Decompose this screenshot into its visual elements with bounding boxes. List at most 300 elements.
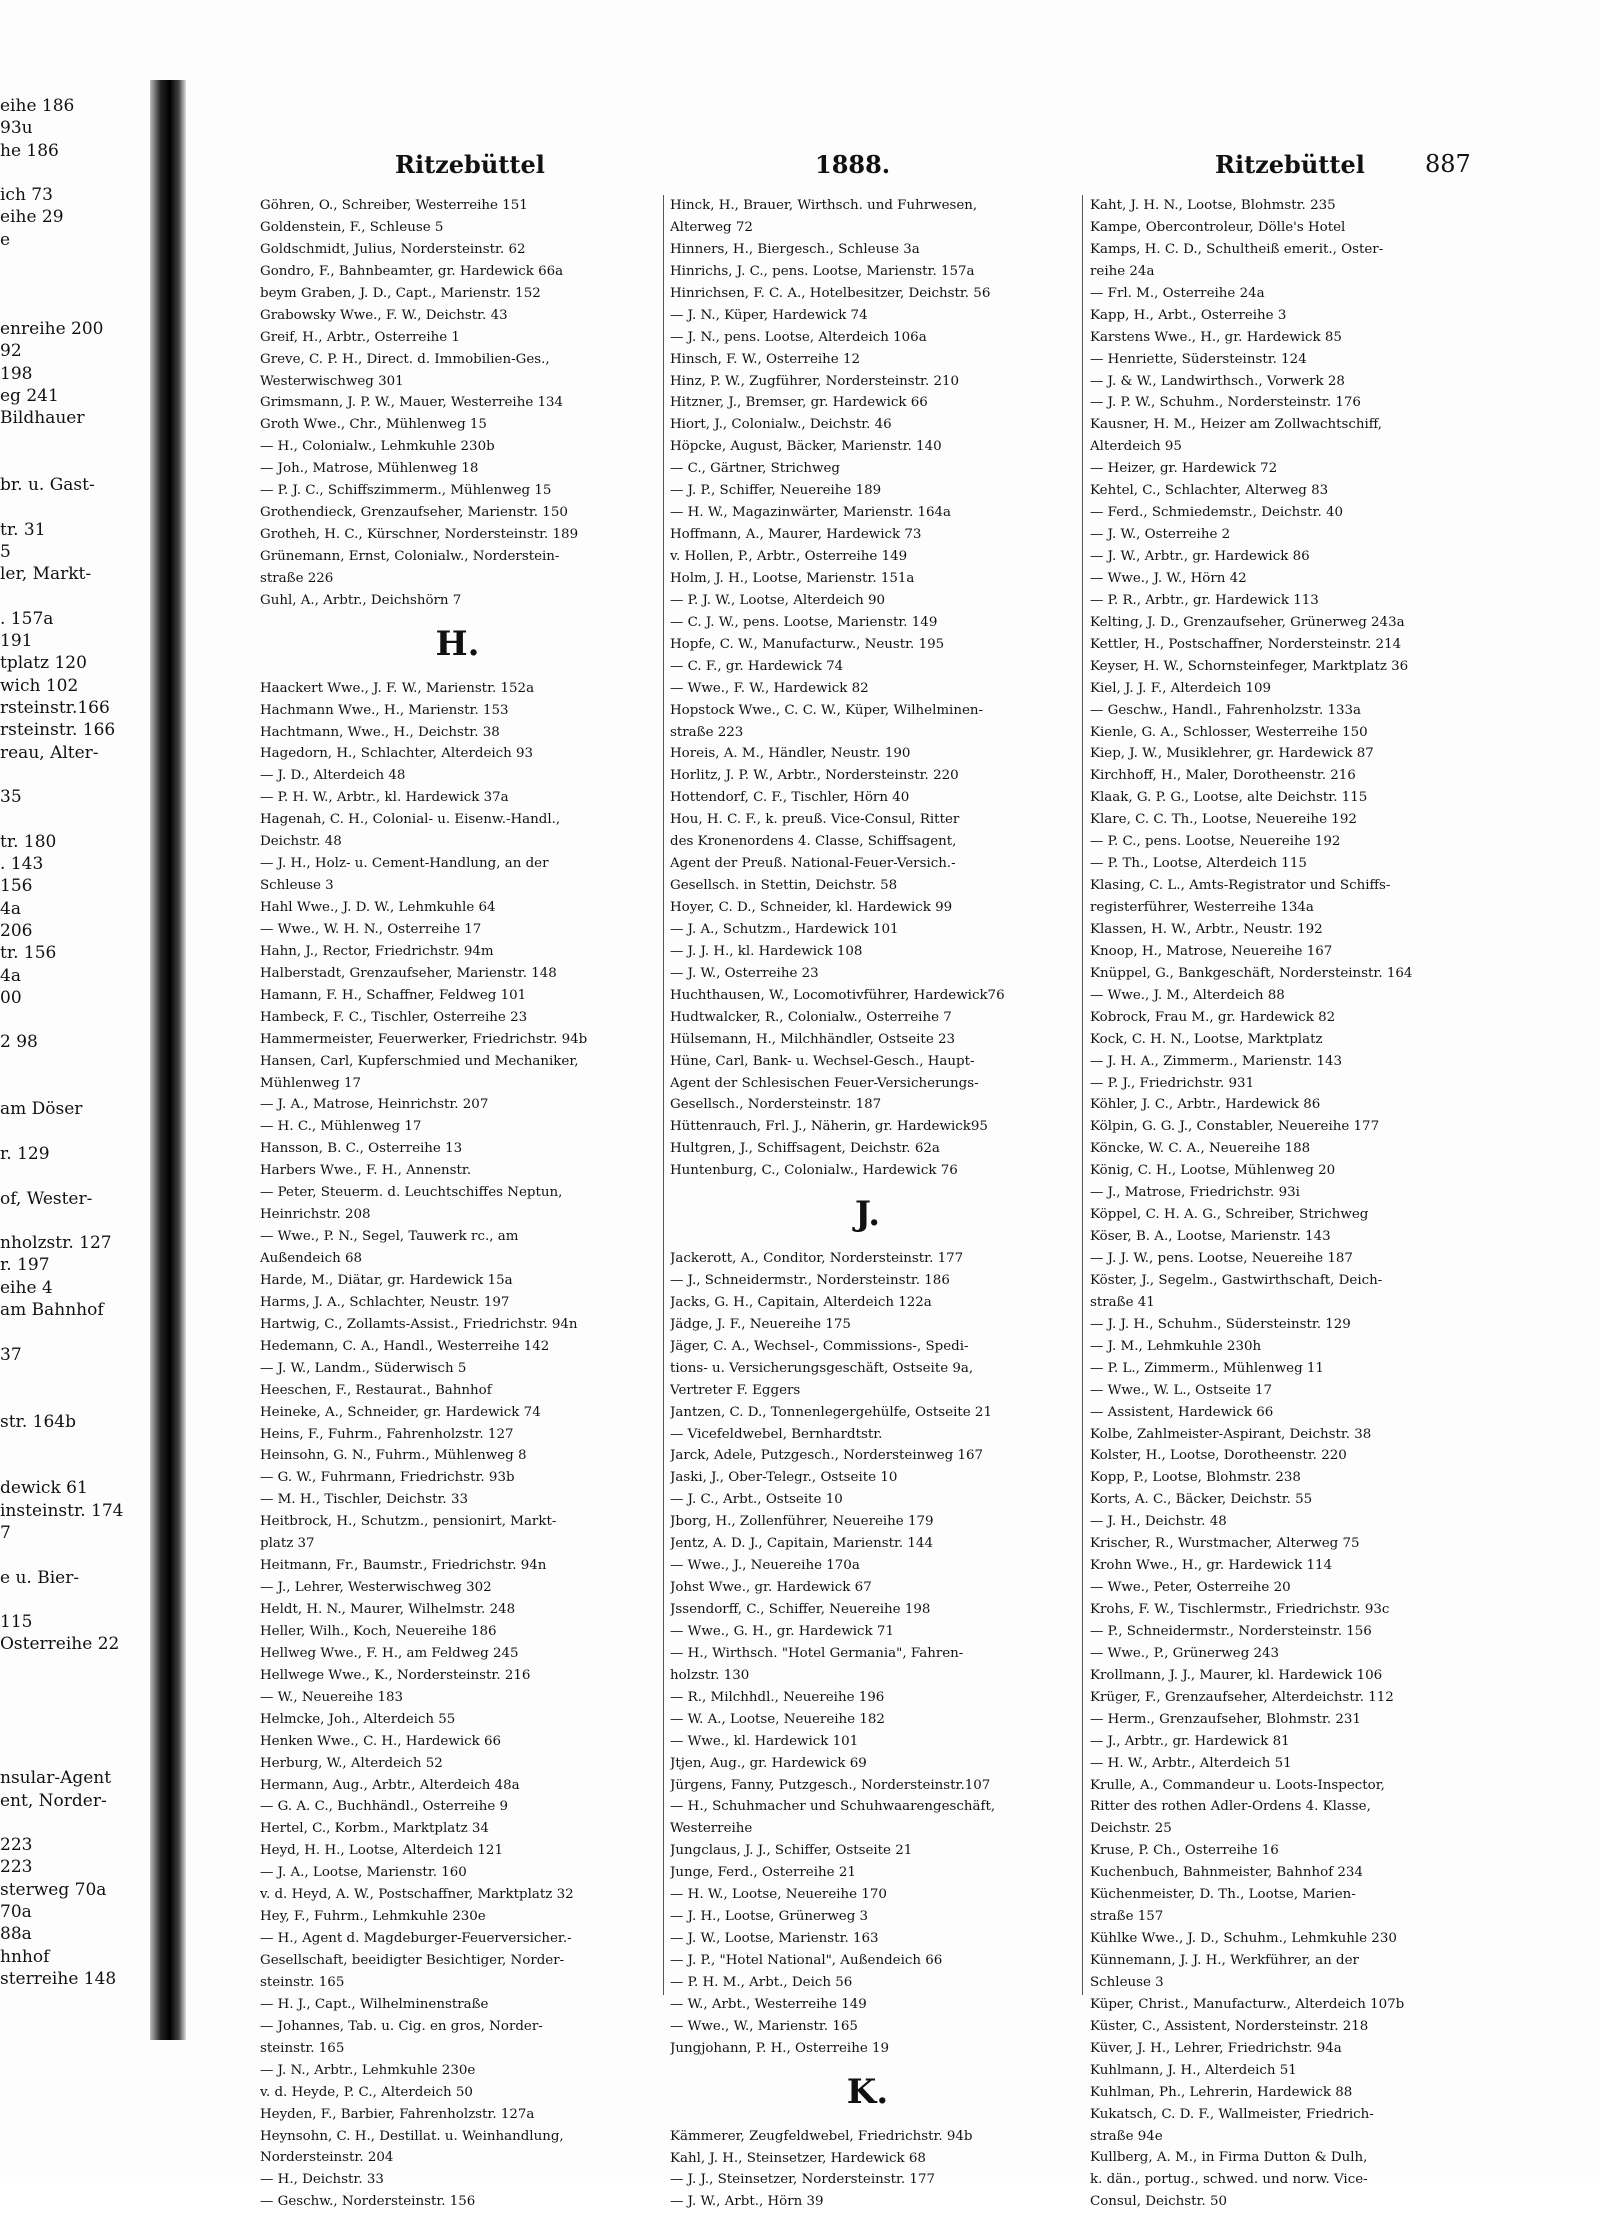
directory-entry: Deichstr. 25 [1090,1821,1172,1837]
directory-entry: — J. J., Steinsetzer, Nordersteinstr. 177 [670,2172,935,2188]
directory-entry: Kamps, H. C. D., Schultheiß emerit., Oster- [1090,241,1384,257]
fragment-line: am Bahnhof [0,1300,104,1321]
directory-entry: steinstr. 165 [260,1974,345,1990]
directory-entry: straße 223 [670,724,744,740]
directory-entry: — J., Matrose, Friedrichstr. 93i [1090,1185,1300,1201]
directory-entry: — J. A., Schutzm., Hardewick 101 [670,921,899,937]
fragment-line: ich 73 [0,185,53,206]
fragment-line: eg 241 [0,385,59,406]
directory-entry: — H., Agent d. Magdeburger-Feuerversicher.- [260,1931,572,1947]
directory-entry: — P. J. W., Lootse, Alterdeich 90 [670,592,886,608]
directory-entry: — H., Colonialw., Lehmkuhle 230b [260,439,495,455]
directory-entry: — J., Arbtr., gr. Hardewick 81 [1090,1733,1290,1749]
fragment-line: str. 164b [0,1411,76,1432]
directory-entry: — P. Th., Lootse, Alterdeich 115 [1090,856,1307,872]
directory-entry: Consul, Deichstr. 50 [1090,2194,1228,2210]
directory-entry: Hansen, Carl, Kupferschmied und Mechaniker, [260,1053,579,1069]
directory-entry: Heyd, H. H., Lootse, Alterdeich 121 [260,1843,503,1859]
fragment-line [0,496,152,518]
fragment-line: eihe 4 [0,1277,53,1298]
fragment-line: 4a [0,965,21,986]
directory-entry: Köncke, W. C. A., Neuereihe 188 [1090,1141,1311,1157]
fragment-line: ent, Norder- [0,1790,107,1811]
directory-entry: Hudtwalcker, R., Colonialw., Osterreihe 7 [670,1009,952,1025]
directory-entry: Jentz, A. D. J., Capitain, Marienstr. 144 [670,1536,933,1552]
directory-entry: platz 37 [260,1536,315,1552]
directory-entry: Kobrock, Frau M., gr. Hardewick 82 [1090,1009,1336,1025]
directory-entry: Köhler, J. C., Arbtr., Hardewick 86 [1090,1097,1321,1113]
directory-entry: — J. C., Arbt., Ostseite 10 [670,1492,843,1508]
fragment-line [0,251,152,273]
directory-entry: Knüppel, G., Bankgeschäft, Nordersteinstr. 164 [1090,965,1413,981]
fragment-line: sterreihe 148 [0,1968,117,1989]
directory-entry: Greve, C. P. H., Direct. d. Immobilien-Ges., [260,351,550,367]
fragment-line: 223 [0,1857,33,1878]
directory-entry: Hüttenrauch, Frl. J., Näherin, gr. Hardewick95 [670,1119,988,1135]
directory-entry: Klare, C. C. Th., Lootse, Neuereihe 192 [1090,812,1357,828]
directory-entry: Kuhlmann, J. H., Alterdeich 51 [1090,2062,1297,2078]
running-title-right: Ritzebüttel [1215,150,1365,179]
directory-entry: — J. N., pens. Lootse, Alterdeich 106a [670,329,927,345]
directory-entry: Hedemann, C. A., Handl., Westerreihe 142 [260,1338,550,1354]
directory-entry: Grothendieck, Grenzaufseher, Marienstr. 150 [260,505,568,521]
section-letter: K. [846,2071,889,2112]
directory-entry: Kaht, J. H. N., Lootse, Blohmstr. 235 [1090,198,1336,213]
fragment-line [0,1210,152,1232]
fragment-line: 191 [0,631,33,652]
directory-entry: — H. W., Magazinwärter, Marienstr. 164a [670,505,951,521]
directory-entry: Hagenah, C. H., Colonial- u. Eisenw.-Handl., [260,812,561,828]
directory-entry: reihe 24a [1090,263,1155,279]
directory-entry: Hülsemann, H., Milchhändler, Ostseite 23 [670,1031,956,1047]
fragment-line: 00 [0,987,22,1008]
directory-entry: Heldt, H. N., Maurer, Wilhelmstr. 248 [260,1602,516,1618]
directory-entry: v. Hollen, P., Arbtr., Osterreihe 149 [670,549,908,564]
fragment-line: tr. 156 [0,943,57,964]
directory-entry: Heins, F., Fuhrm., Fahrenholzstr. 127 [260,1426,514,1442]
directory-entry: Klaak, G. P. G., Lootse, alte Deichstr. 115 [1090,790,1368,806]
directory-entry: — Wwe., P., Grünerweg 243 [1090,1645,1280,1661]
directory-entry: — J. P., "Hotel National", Außendeich 66 [670,1953,943,1969]
fragment-line [0,429,152,451]
directory-entry: — J. W., Arbt., Hörn 39 [670,2194,824,2210]
directory-entry: — P. H. W., Arbtr., kl. Hardewick 37a [260,790,509,806]
directory-entry: Korts, A. C., Bäcker, Deichstr. 55 [1090,1492,1313,1508]
directory-entry: Westerreihe [670,1821,753,1837]
directory-entry: Hey, F., Fuhrm., Lehmkuhle 230e [260,1909,486,1925]
directory-entry: Kühlke Wwe., J. D., Schuhm., Lehmkuhle 230 [1090,1931,1397,1947]
fragment-line: 223 [0,1835,33,1856]
directory-entry: Köser, B. A., Lootse, Marienstr. 143 [1090,1229,1331,1245]
directory-entry: Kampe, Obercontroleur, Dölle's Hotel [1090,219,1346,235]
fragment-line [0,1700,152,1722]
directory-entry: Hellweg Wwe., F. H., am Feldweg 245 [260,1645,519,1661]
fragment-line: sterweg 70a [0,1879,107,1900]
fragment-line: tr. 180 [0,831,57,852]
fragment-line: rsteinstr. 166 [0,720,116,741]
directory-entry: Heyden, F., Barbier, Fahrenholzstr. 127a [260,2106,535,2122]
fragment-line: 70a [0,1902,32,1923]
directory-entry: Hammermeister, Feuerwerker, Friedrichstr. 94b [260,1031,588,1047]
directory-entry: v. d. Heyde, P. C., Alterdeich 50 [260,2084,473,2100]
directory-entry: Jackerott, A., Conditor, Nordersteinstr. 177 [670,1251,964,1267]
fragment-line [0,296,152,318]
directory-entry: Junge, Ferd., Osterreihe 21 [670,1865,856,1881]
fragment-line: 5 [0,541,11,562]
directory-entry: Hinrichsen, F. C. A., Hotelbesitzer, Deichstr. 56 [670,285,991,301]
directory-entry: Hüne, Carl, Bank- u. Wechsel-Gesch., Haupt- [670,1053,975,1069]
directory-entry: Jungjohann, P. H., Osterreihe 19 [670,2040,890,2056]
directory-entry: Heeschen, F., Restaurat., Bahnhof [260,1382,492,1398]
directory-column-1 [260,195,655,2210]
directory-entry: Karstens Wwe., H., gr. Hardewick 85 [1090,329,1342,345]
fragment-line: 206 [0,920,33,941]
directory-entry: Guhl, A., Arbtr., Deichshörn 7 [260,592,462,608]
directory-entry: Gesellsch. in Stettin, Deichstr. 58 [670,878,898,894]
directory-entry: — J. H. A., Zimmerm., Marienstr. 143 [1090,1053,1343,1069]
directory-entry: Hahl Wwe., J. D. W., Lehmkuhle 64 [260,900,496,916]
fragment-line: 4a [0,898,21,919]
fragment-line [0,1455,152,1477]
directory-entry: — J. N., Arbtr., Lehmkuhle 230e [260,2062,476,2078]
fragment-line [0,1678,152,1700]
directory-entry: Jaski, J., Ober-Telegr., Ostseite 10 [670,1470,898,1486]
directory-page [260,95,1471,2210]
directory-entry: — J., Lehrer, Westerwischweg 302 [260,1580,492,1596]
fragment-line: tplatz 120 [0,653,87,674]
directory-entry: Küster, C., Assistent, Nordersteinstr. 218 [1090,2018,1369,2034]
directory-entry: — J. & W., Landwirthsch., Vorwerk 28 [1090,373,1345,389]
fragment-line: am Döser [0,1099,83,1120]
directory-entry: Heineke, A., Schneider, gr. Hardewick 74 [260,1404,541,1420]
directory-entry: Köster, J., Segelm., Gastwirthschaft, Deich- [1090,1272,1383,1288]
fragment-line [0,1544,152,1566]
directory-entry: — C., Gärtner, Strichweg [670,461,840,477]
directory-entry: Kettler, H., Postschaffner, Nordersteinstr. 214 [1090,636,1402,652]
directory-entry: — J. P., Schiffer, Neuereihe 189 [670,483,882,499]
directory-entry: Harde, M., Diätar, gr. Hardewick 15a [260,1272,513,1288]
directory-entry: Westerwischweg 301 [260,373,404,389]
fragment-line [0,1121,152,1143]
column-divider [1082,195,1083,1995]
directory-entry: Schleuse 3 [1090,1974,1164,1990]
directory-entry: Kelting, J. D., Grenzaufseher, Grünerweg 243a [1090,614,1405,630]
fragment-line [0,1433,152,1455]
fragment-line: wich 102 [0,675,79,696]
directory-entry: Hiort, J., Colonialw., Deichstr. 46 [670,417,892,433]
directory-entry: — W. A., Lootse, Neuereihe 182 [670,1711,885,1727]
directory-entry: Hellwege Wwe., K., Nordersteinstr. 216 [260,1667,531,1683]
fragment-line: 92 [0,341,22,362]
fragment-line: 156 [0,876,33,897]
directory-entry: — M. H., Tischler, Deichstr. 33 [260,1492,468,1508]
fragment-line: Osterreihe 22 [0,1634,120,1655]
directory-entry: Hertel, C., Korbm., Marktplatz 34 [260,1821,489,1837]
directory-entry: Kukatsch, C. D. F., Wallmeister, Friedrich- [1090,2106,1374,2122]
directory-entry: Grünemann, Ernst, Colonialw., Norderstein- [260,549,560,564]
directory-entry: steinstr. 165 [260,2040,345,2056]
fragment-line [0,1745,152,1767]
directory-entry: — Wwe., J. W., Hörn 42 [1090,570,1247,586]
directory-entry: — Wwe., Peter, Osterreihe 20 [1090,1580,1291,1596]
directory-entry: König, C. H., Lootse, Mühlenweg 20 [1090,1163,1336,1179]
directory-entry: Krohs, F. W., Tischlermstr., Friedrichstr. 93c [1090,1602,1390,1617]
page-header [260,150,1470,190]
fragment-line [0,586,152,608]
directory-entry: Hoyer, C. D., Schneider, kl. Hardewick 99 [670,900,953,915]
directory-entry: — Assistent, Hardewick 66 [1090,1404,1274,1420]
directory-entry: Kölpin, G. G. J., Constabler, Neuereihe 177 [1090,1119,1380,1135]
directory-entry: — Heizer, gr. Hardewick 72 [1090,461,1278,477]
fragment-line: ler, Markt- [0,564,92,585]
directory-entry: — Vicefeldwebel, Bernhardtstr. [670,1426,883,1442]
directory-entry: Schleuse 3 [260,878,334,894]
directory-entry: Holm, J. H., Lootse, Marienstr. 151a [670,570,915,586]
fragment-line [0,1589,152,1611]
directory-entry: — H. W., Lootse, Neuereihe 170 [670,1887,887,1903]
directory-entry: Heynsohn, C. H., Destillat. u. Weinhandlung, [260,2128,564,2144]
fragment-line: nsular-Agent [0,1768,112,1789]
directory-entry: Kiep, J. W., Musiklehrer, gr. Hardewick 87 [1090,746,1374,762]
directory-entry: Künnemann, J. J. H., Werkführer, an der [1090,1953,1359,1968]
directory-column-2 [670,195,1065,2210]
directory-entry: Greif, H., Arbtr., Osterreihe 1 [260,329,460,345]
directory-entry: — J. J. H., kl. Hardewick 108 [670,943,863,959]
directory-entry: Hopstock Wwe., C. C. W., Küper, Wilhelminen- [670,702,984,718]
directory-entry: Hultgren, J., Schiffsagent, Deichstr. 62a [670,1141,940,1157]
directory-entry: Kehtel, C., Schlachter, Alterweg 83 [1090,483,1329,499]
directory-entry: Hinrichs, J. C., pens. Lootse, Marienstr. 157a [670,263,975,279]
directory-entry: Jtjen, Aug., gr. Hardewick 69 [670,1755,867,1771]
directory-entry: — P. H. M., Arbt., Deich 56 [670,1974,853,1990]
directory-entry: registerführer, Westerreihe 134a [1090,900,1314,915]
fragment-line [0,1054,152,1076]
directory-entry: — Joh., Matrose, Mühlenweg 18 [260,461,479,477]
fragment-line: 198 [0,363,33,384]
fragment-line [0,1009,152,1031]
directory-entry: Groth Wwe., Chr., Mühlenweg 15 [260,417,487,433]
directory-entry: — P. J., Friedrichstr. 931 [1090,1075,1255,1091]
fragment-line [0,764,152,786]
directory-entry: Alterweg 72 [670,219,753,235]
directory-entry: — J. W., Landm., Süderwisch 5 [260,1360,467,1376]
directory-entry: Heitbrock, H., Schutzm., pensionirt, Markt- [260,1514,557,1530]
directory-entry: — H. C., Mühlenweg 17 [260,1119,422,1135]
directory-entry: Keyser, H. W., Schornsteinfeger, Marktplatz 36 [1090,658,1409,674]
directory-entry: — Wwe., W. H. N., Osterreihe 17 [260,921,482,937]
directory-entry: straße 41 [1090,1294,1155,1310]
directory-entry: Goldenstein, F., Schleuse 5 [260,219,444,235]
directory-entry: — J. H., Lootse, Grünerweg 3 [670,1909,869,1925]
directory-entry: Jssendorff, C., Schiffer, Neuereihe 198 [670,1602,931,1618]
directory-entry: Ritter des rothen Adler-Ordens 4. Klasse, [1090,1799,1371,1815]
directory-entry: Gesellschaft, beeidigter Besichtiger, Norder- [260,1953,565,1969]
facing-page-fragment [0,95,152,2035]
directory-entry: Hachtmann, Wwe., H., Deichstr. 38 [260,724,500,740]
directory-entry: des Kronenordens 4. Classe, Schiffsagent, [670,834,957,850]
directory-entry: — C. F., gr. Hardewick 74 [670,658,844,674]
directory-entry: — G. W., Fuhrmann, Friedrichstr. 93b [260,1470,515,1486]
directory-entry: Krischer, R., Wurstmacher, Alterweg 75 [1090,1536,1360,1552]
directory-entry: Kuchenbuch, Bahnmeister, Bahnhof 234 [1090,1865,1363,1881]
fragment-line [0,1388,152,1410]
directory-entry: — P. C., pens. Lootse, Neuereihe 192 [1090,834,1341,850]
directory-entry: Hahn, J., Rector, Friedrichstr. 94m [260,943,494,959]
directory-entry: — H. W., Arbtr., Alterdeich 51 [1090,1755,1292,1771]
directory-entry: Küver, J. H., Lehrer, Friedrichstr. 94a [1090,2040,1342,2056]
directory-entry: — Wwe., J. M., Alterdeich 88 [1090,987,1285,1003]
directory-entry: Klassen, H. W., Arbtr., Neustr. 192 [1090,921,1323,937]
directory-entry: — Henriette, Südersteinstr. 124 [1090,351,1307,367]
directory-entry: Henken Wwe., C. H., Hardewick 66 [260,1733,502,1749]
fragment-line [0,1366,152,1388]
fragment-line: e u. Bier- [0,1567,80,1588]
directory-entry: — J. W., Osterreihe 23 [670,965,819,981]
directory-entry: Grimsmann, J. P. W., Mauer, Westerreihe 134 [260,395,564,411]
directory-entry: Heinrichstr. 208 [260,1207,371,1223]
fragment-line [0,273,152,295]
fragment-line: 7 [0,1523,11,1543]
directory-entry: — P. R., Arbtr., gr. Hardewick 113 [1090,592,1319,608]
column-divider [663,195,664,1995]
year-heading: 1888. [815,150,891,179]
directory-entry: straße 94e [1090,2128,1163,2144]
directory-entry: — W., Neuereihe 183 [260,1689,403,1705]
fragment-line [0,1656,152,1678]
fragment-line: nholzstr. 127 [0,1233,112,1254]
directory-entry: Agent der Schlesischen Feuer-Versicherungs- [670,1075,979,1091]
fragment-line: 37 [0,1344,22,1365]
directory-entry: Hou, H. C. F., k. preuß. Vice-Consul, Ritter [670,812,960,828]
fragment-line [0,1165,152,1187]
directory-entry: Kruse, P. Ch., Osterreihe 16 [1090,1843,1279,1859]
directory-entry: straße 226 [260,570,334,586]
directory-entry: Huchthausen, W., Locomotivführer, Hardewick76 [670,987,1005,1003]
fragment-line: of, Wester- [0,1188,93,1209]
directory-entry: Kirchhoff, H., Maler, Dorotheenstr. 216 [1090,768,1356,784]
directory-entry: — J. M., Lehmkuhle 230h [1090,1338,1262,1354]
directory-entry: Horlitz, J. P. W., Arbtr., Nordersteinstr. 220 [670,768,959,784]
fragment-line: r. 129 [0,1143,50,1164]
directory-entry: Jantzen, C. D., Tonnenlegergehülfe, Ostseite 21 [670,1404,992,1420]
fragment-line [0,452,152,474]
directory-entry: Kiel, J. J. F., Alterdeich 109 [1090,680,1272,696]
directory-entry: Gesellsch., Nordersteinstr. 187 [670,1097,882,1113]
fragment-line [0,1321,152,1343]
directory-entry: holzstr. 130 [670,1667,750,1683]
directory-entry: — J. N., Küper, Hardewick 74 [670,307,868,323]
directory-entry: Huntenburg, C., Colonialw., Hardewick 76 [670,1163,958,1179]
directory-entry: Kahl, J. H., Steinsetzer, Hardewick 68 [670,2150,926,2166]
directory-entry: — J. H., Deichstr. 48 [1090,1514,1227,1530]
directory-entry: Hinz, P. W., Zugführer, Nordersteinstr. 210 [670,373,960,389]
fragment-line: . 157a [0,608,54,629]
directory-entry: — H., Deichstr. 33 [260,2172,384,2188]
directory-entry: Kullberg, A. M., in Firma Dutton & Dulh, [1090,2150,1368,2166]
fragment-line: Bildhauer [0,408,85,429]
directory-entry: Johst Wwe., gr. Hardewick 67 [670,1580,872,1596]
book-gutter [150,80,186,2040]
directory-entry: — P., Schneidermstr., Nordersteinstr. 156 [1090,1623,1372,1639]
fragment-line: 2 98 [0,1032,38,1053]
directory-entry: v. d. Heyd, A. W., Postschaffner, Marktplatz 32 [260,1887,574,1903]
directory-entry: Jarck, Adele, Putzgesch., Nordersteinweg 167 [670,1448,984,1464]
directory-entry: — J. D., Alterdeich 48 [260,768,406,784]
directory-entry: — J. P. W., Schuhm., Nordersteinstr. 176 [1090,395,1361,411]
directory-entry: k. dän., portug., schwed. und norw. Vice- [1090,2172,1368,2188]
fragment-line: hnhof [0,1946,50,1967]
directory-entry: — J. J. H., Schuhm., Südersteinstr. 129 [1090,1316,1351,1332]
fragment-line: eihe 29 [0,207,64,228]
directory-entry: Gondro, F., Bahnbeamter, gr. Hardewick 66a [260,263,564,279]
directory-entry: Jürgens, Fanny, Putzgesch., Nordersteinstr.107 [670,1777,991,1793]
directory-entry: Vertreter F. Eggers [670,1382,801,1398]
directory-entry: — J. A., Matrose, Heinrichstr. 207 [260,1097,489,1113]
fragment-line: dewick 61 [0,1478,88,1499]
directory-entry: Grabowsky Wwe., F. W., Deichstr. 43 [260,307,508,323]
directory-entry: Hachmann Wwe., H., Marienstr. 153 [260,702,509,718]
directory-entry: — Johannes, Tab. u. Cig. en gros, Norder- [260,2018,543,2034]
directory-entry: Kock, C. H. N., Lootse, Marktplatz [1090,1031,1323,1047]
directory-entry: — J. W., Lootse, Marienstr. 163 [670,1931,879,1947]
fragment-line: he 186 [0,140,59,161]
fragment-line [0,809,152,831]
fragment-line: enreihe 200 [0,318,104,339]
fragment-line: 88a [0,1924,32,1945]
fragment-line: eihe 186 [0,96,75,116]
directory-entry: Höpcke, August, Bäcker, Marienstr. 140 [670,439,942,455]
running-title-left: Ritzebüttel [395,150,545,179]
directory-entry: Horeis, A. M., Händler, Neustr. 190 [670,746,911,762]
fragment-line [0,162,152,184]
directory-entry: Jungclaus, J. J., Schiffer, Ostseite 21 [670,1843,913,1859]
directory-entry: — J. H., Holz- u. Cement-Handlung, an der [260,856,549,872]
fragment-line: rsteinstr.166 [0,698,110,719]
directory-entry: — J. W., Osterreihe 2 [1090,527,1231,543]
fragment-line: 115 [0,1612,33,1633]
directory-entry: — Peter, Steuerm. d. Leuchtschiffes Neptun, [260,1185,563,1201]
directory-entry: Hartwig, C., Zollamts-Assist., Friedrichstr. 94n [260,1316,578,1332]
directory-entry: Kolbe, Zahlmeister-Aspirant, Deichstr. 38 [1090,1426,1372,1442]
directory-entry: — Wwe., W. L., Ostseite 17 [1090,1382,1273,1398]
directory-entry: Krulle, A., Commandeur u. Loots-Inspector, [1090,1777,1385,1793]
directory-entry: Heinsohn, G. N., Fuhrm., Mühlenweg 8 [260,1448,527,1464]
directory-entry: Hopfe, C. W., Manufacturw., Neustr. 195 [670,636,945,652]
section-letter: J. [854,1194,881,1235]
fragment-line: . 143 [0,854,44,875]
directory-entry: Heller, Wilh., Koch, Neuereihe 186 [260,1623,497,1639]
directory-entry: Krohn Wwe., H., gr. Hardewick 114 [1090,1558,1333,1574]
directory-entry: — H., Wirthsch. "Hotel Germania", Fahren- [670,1645,964,1661]
directory-entry: Hinck, H., Brauer, Wirthsch. und Fuhrwesen, [670,198,978,213]
directory-entry: — Wwe., P. N., Segel, Tauwerk rc., am [260,1229,519,1245]
directory-entry: Hagedorn, H., Schlachter, Alterdeich 93 [260,746,534,762]
directory-entry: — Wwe., G. H., gr. Hardewick 71 [670,1623,894,1639]
fragment-line: br. u. Gast- [0,475,95,496]
directory-entry: Küper, Christ., Manufacturw., Alterdeich 107b [1090,1996,1405,2012]
directory-entry: — Herm., Grenzaufseher, Blohmstr. 231 [1090,1711,1361,1727]
directory-entry: — G. A. C., Buchhändl., Osterreihe 9 [260,1799,509,1815]
fragment-line: r. 197 [0,1255,50,1276]
directory-entry: — J. J. W., pens. Lootse, Neuereihe 187 [1090,1251,1353,1266]
directory-entry: Halberstadt, Grenzaufseher, Marienstr. 148 [260,965,557,981]
directory-entry: Kuhlman, Ph., Lehrerin, Hardewick 88 [1090,2084,1353,2100]
directory-entry: Kolster, H., Lootse, Dorotheenstr. 220 [1090,1448,1347,1464]
directory-entry: Alterdeich 95 [1090,439,1182,455]
directory-entry: Heitmann, Fr., Baumstr., Friedrichstr. 94n [260,1558,547,1574]
directory-entry: beym Graben, J. D., Capt., Marienstr. 152 [260,285,541,301]
directory-entry: Klasing, C. L., Amts-Registrator und Schiffs- [1090,878,1391,894]
